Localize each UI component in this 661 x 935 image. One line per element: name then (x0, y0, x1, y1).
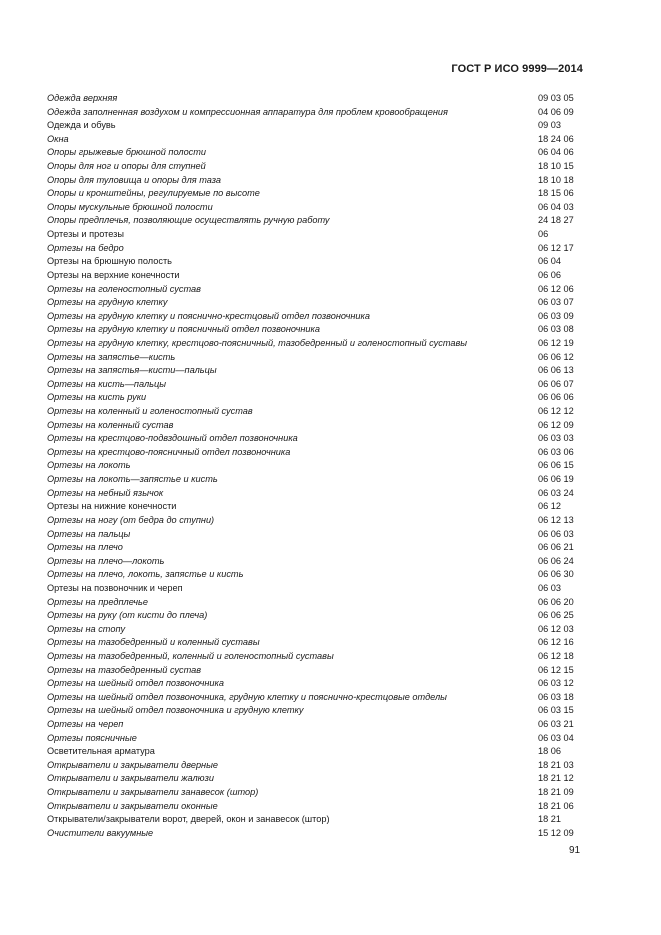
index-entry-term: Ортезы на череп (47, 719, 124, 730)
index-entry-code: 06 06 06 (538, 392, 574, 403)
index-entry-code: 06 12 12 (538, 406, 574, 417)
index-entry-code: 06 03 07 (538, 297, 574, 308)
index-entry-term: Ортезы на стопу (47, 623, 126, 634)
index-entry-term: Одежда верхняя (47, 93, 118, 103)
index-entry (47, 446, 583, 460)
index-entry (47, 92, 583, 106)
index-entry (47, 419, 583, 433)
index-entry (47, 664, 583, 678)
index-entry-term: Опоры для туловища и опоры для таза (47, 174, 221, 185)
index-entry-term: Опоры мускульные брюшной полости (47, 201, 213, 212)
index-entry-term: Ортезы на грудную клетку и пояснично-крестцовый отдел позвоночника (47, 310, 370, 321)
index-entry-term: Ортезы на пальцы (47, 528, 131, 539)
index-entry-term: Опоры и кронштейны, регулируемые по высоте (47, 188, 260, 199)
index-entry (47, 106, 583, 120)
index-entry-code: 18 21 (538, 814, 561, 825)
index-entry (47, 500, 583, 514)
index-entry (47, 119, 583, 133)
index-entry-code: 06 12 13 (538, 514, 574, 525)
index-entry-code: 06 03 06 (538, 446, 574, 457)
index-entry-code: 06 04 06 (538, 147, 574, 158)
index-entry-code: 15 12 09 (538, 827, 574, 838)
index-entry-term: Ортезы на брюшную полость (47, 256, 172, 267)
index-entry-code: 06 03 21 (538, 719, 574, 730)
index-entry-code: 18 10 15 (538, 161, 574, 172)
index-entry (47, 691, 583, 705)
index-entry (47, 323, 583, 337)
index-entry (47, 364, 583, 378)
index-entry-term: Окна (47, 133, 69, 144)
index-entry-code: 06 03 03 (538, 433, 574, 444)
index-entry-term: Ортезы на плечо—локоть (47, 555, 165, 566)
index-entry (47, 596, 583, 610)
index-entry (47, 677, 583, 691)
index-entry-term: Ортезы на крестцово-поясничный отдел позвоночника (47, 446, 291, 457)
index-entry-code: 06 06 30 (538, 569, 574, 580)
index-entry-code: 06 03 18 (538, 691, 574, 702)
index-entry (47, 609, 583, 623)
index-entry-code: 06 12 18 (538, 650, 574, 661)
index-entry-term: Очистители вакуумные (47, 827, 154, 838)
index-entry-code: 06 12 17 (538, 242, 574, 253)
index-entry (47, 351, 583, 365)
index-entry-code: 18 24 06 (538, 133, 574, 144)
index-entry-term: Ортезы на запястья—кисти—пальцы (47, 365, 217, 376)
index-entry (47, 800, 583, 814)
index-entry (47, 514, 583, 528)
index-entry (47, 378, 583, 392)
index-entry-term: Ортезы на позвоночник и череп (47, 582, 183, 593)
index-entry (47, 391, 583, 405)
index-entry-term: Ортезы на небный язычок (47, 487, 164, 498)
index-entry (47, 541, 583, 555)
index-entry-code: 06 12 19 (538, 337, 574, 348)
document-header-title: ГОСТ Р ИСО 9999—2014 (451, 63, 583, 75)
index-entry-code: 06 06 24 (538, 555, 574, 566)
index-entry-code: 06 06 20 (538, 596, 574, 607)
index-entry-term: Ортезы на ногу (от бедра до ступни) (47, 514, 215, 525)
index-entry-term: Ортезы на кисть—пальцы (47, 378, 167, 389)
index-entry-code: 06 06 (538, 269, 561, 280)
index-entry (47, 772, 583, 786)
page-number: 91 (569, 845, 581, 856)
index-entry-term: Ортезы на шейный отдел позвоночника (47, 678, 224, 689)
index-entry (47, 745, 583, 759)
index-entry-code: 06 12 06 (538, 283, 574, 294)
index-entry (47, 283, 583, 297)
index-entry-term: Ортезы и протезы (47, 229, 124, 240)
index-entry-code: 06 12 15 (538, 664, 574, 675)
index-entry-code: 06 06 12 (538, 351, 574, 362)
index-entry (47, 187, 583, 201)
index-entry-code: 06 06 21 (538, 542, 574, 553)
index-entry (47, 337, 583, 351)
index-entry-term: Открыватели и закрыватели дверные (47, 759, 218, 770)
index-entry (47, 487, 583, 501)
index-entry (47, 146, 583, 160)
index-entry (47, 174, 583, 188)
index-entry-term: Ортезы на тазобедренный и коленный суставы (47, 637, 260, 648)
index-entry-term: Ортезы на коленный сустав (47, 419, 174, 430)
index-entry (47, 296, 583, 310)
index-entry-term: Ортезы на плечо (47, 542, 123, 553)
index-entry (47, 214, 583, 228)
index-entry-code: 09 03 (538, 120, 561, 131)
index-entry (47, 228, 583, 242)
index-entry-code: 06 06 13 (538, 365, 574, 376)
index-entry-code: 18 10 18 (538, 174, 574, 185)
index-entry-code: 06 03 09 (538, 310, 574, 321)
index-entry-term: Ортезы на локоть (47, 460, 131, 471)
index-entry-term: Открыватели и закрыватели оконные (47, 800, 218, 811)
index-entry-code: 18 21 09 (538, 787, 574, 798)
index-entry-term: Ортезы на шейный отдел позвоночника и грудную клетку (47, 705, 304, 716)
index-entry-code: 06 03 12 (538, 678, 574, 689)
index-list (47, 92, 583, 841)
index-entry (47, 582, 583, 596)
index-entry (47, 759, 583, 773)
index-entry (47, 636, 583, 650)
index-entry-code: 06 12 (538, 501, 561, 512)
index-entry-code: 06 06 15 (538, 460, 574, 471)
index-entry-term: Ортезы на крестцово-подвздошный отдел позвоночника (47, 433, 298, 444)
index-entry-term: Одежда и обувь (47, 120, 116, 131)
index-entry (47, 255, 583, 269)
index-entry (47, 269, 583, 283)
index-entry-code: 18 21 06 (538, 800, 574, 811)
index-entry-code: 18 21 12 (538, 773, 574, 784)
index-entry-code: 06 03 (538, 582, 561, 593)
index-entry-code: 06 04 (538, 256, 561, 267)
index-entry (47, 786, 583, 800)
index-entry (47, 133, 583, 147)
index-entry-code: 06 03 04 (538, 732, 574, 743)
index-entry (47, 201, 583, 215)
index-entry (47, 623, 583, 637)
index-entry-term: Ортезы на грудную клетку, крестцово-поясничный, тазобедренный и голеностопный суставы (47, 337, 468, 348)
index-entry-code: 06 12 09 (538, 419, 574, 430)
index-entry-term: Ортезы на грудную клетку (47, 297, 168, 308)
index-entry-code: 06 12 03 (538, 623, 574, 634)
index-entry-term: Ортезы на руку (от кисти до плеча) (47, 610, 208, 621)
index-entry-term: Ортезы на голеностопный сустав (47, 283, 201, 294)
index-entry (47, 827, 583, 841)
index-entry (47, 242, 583, 256)
index-entry-term: Ортезы на тазобедренный сустав (47, 664, 202, 675)
index-entry-code: 06 03 24 (538, 487, 574, 498)
index-entry-term: Открыватели/закрыватели ворот, дверей, окон и занавесок (штор) (47, 814, 330, 825)
index-entry-code: 06 06 07 (538, 378, 574, 389)
index-entry-term: Опоры предплечья, позволяющие осуществлять ручную работу (47, 215, 330, 226)
index-entry (47, 555, 583, 569)
index-entry (47, 459, 583, 473)
index-entry-term: Ортезы на предплечье (47, 596, 148, 607)
index-entry-code: 18 21 03 (538, 759, 574, 770)
index-entry (47, 732, 583, 746)
index-entry-term: Ортезы на коленный и голеностопный сустав (47, 406, 253, 417)
index-entry (47, 704, 583, 718)
index-entry-code: 06 12 16 (538, 637, 574, 648)
index-entry-code: 18 06 (538, 746, 561, 757)
index-entry-code: 06 06 03 (538, 528, 574, 539)
index-entry-term: Ортезы на локоть—запястье и кисть (47, 474, 218, 485)
index-entry (47, 310, 583, 324)
index-entry-term: Ортезы на нижние конечности (47, 501, 177, 512)
index-entry-term: Открыватели и закрыватели жалюзи (47, 773, 214, 784)
index-entry (47, 528, 583, 542)
index-entry-term: Ортезы на шейный отдел позвоночника, грудную клетку и пояснично-крестцовые отделы (47, 691, 447, 702)
index-entry-term: Ортезы на бедро (47, 242, 124, 253)
index-entry-term: Опоры грыжевые брюшной полости (47, 147, 207, 158)
index-entry (47, 473, 583, 487)
index-entry (47, 650, 583, 664)
index-entry-term: Открыватели и закрыватели занавесок (штор) (47, 787, 259, 798)
index-entry-code: 06 (538, 229, 549, 240)
index-entry-code: 06 03 08 (538, 324, 574, 335)
index-entry-term: Ортезы на тазобедренный, коленный и голеностопный суставы (47, 650, 334, 661)
index-entry-code: 18 15 06 (538, 188, 574, 199)
index-entry (47, 160, 583, 174)
index-entry-term: Ортезы на кисть руки (47, 392, 147, 403)
index-entry-code: 06 06 25 (538, 610, 574, 621)
index-entry-term: Осветительная арматура (47, 746, 155, 757)
index-entry-term: Ортезы на плечо, локоть, запястье и кисть (47, 569, 244, 580)
index-entry-code: 04 06 09 (538, 106, 574, 117)
index-entry (47, 568, 583, 582)
index-entry-code: 06 03 15 (538, 705, 574, 716)
index-entry-term: Ортезы на грудную клетку и поясничный отдел позвоночника (47, 324, 320, 335)
index-entry-code: 24 18 27 (538, 215, 574, 226)
index-entry-code: 09 03 05 (538, 93, 574, 103)
index-entry-term: Ортезы поясничные (47, 732, 137, 743)
index-entry (47, 718, 583, 732)
index-entry (47, 432, 583, 446)
index-entry-term: Одежда заполненная воздухом и компрессионная аппаратура для проблем кровообращения (47, 106, 448, 117)
index-entry-code: 06 06 19 (538, 474, 574, 485)
index-entry (47, 813, 583, 827)
index-entry-term: Ортезы на запястье—кисть (47, 351, 176, 362)
index-entry-term: Ортезы на верхние конечности (47, 269, 180, 280)
index-entry (47, 405, 583, 419)
index-entry-term: Опоры для ног и опоры для ступней (47, 161, 206, 172)
index-entry-code: 06 04 03 (538, 201, 574, 212)
